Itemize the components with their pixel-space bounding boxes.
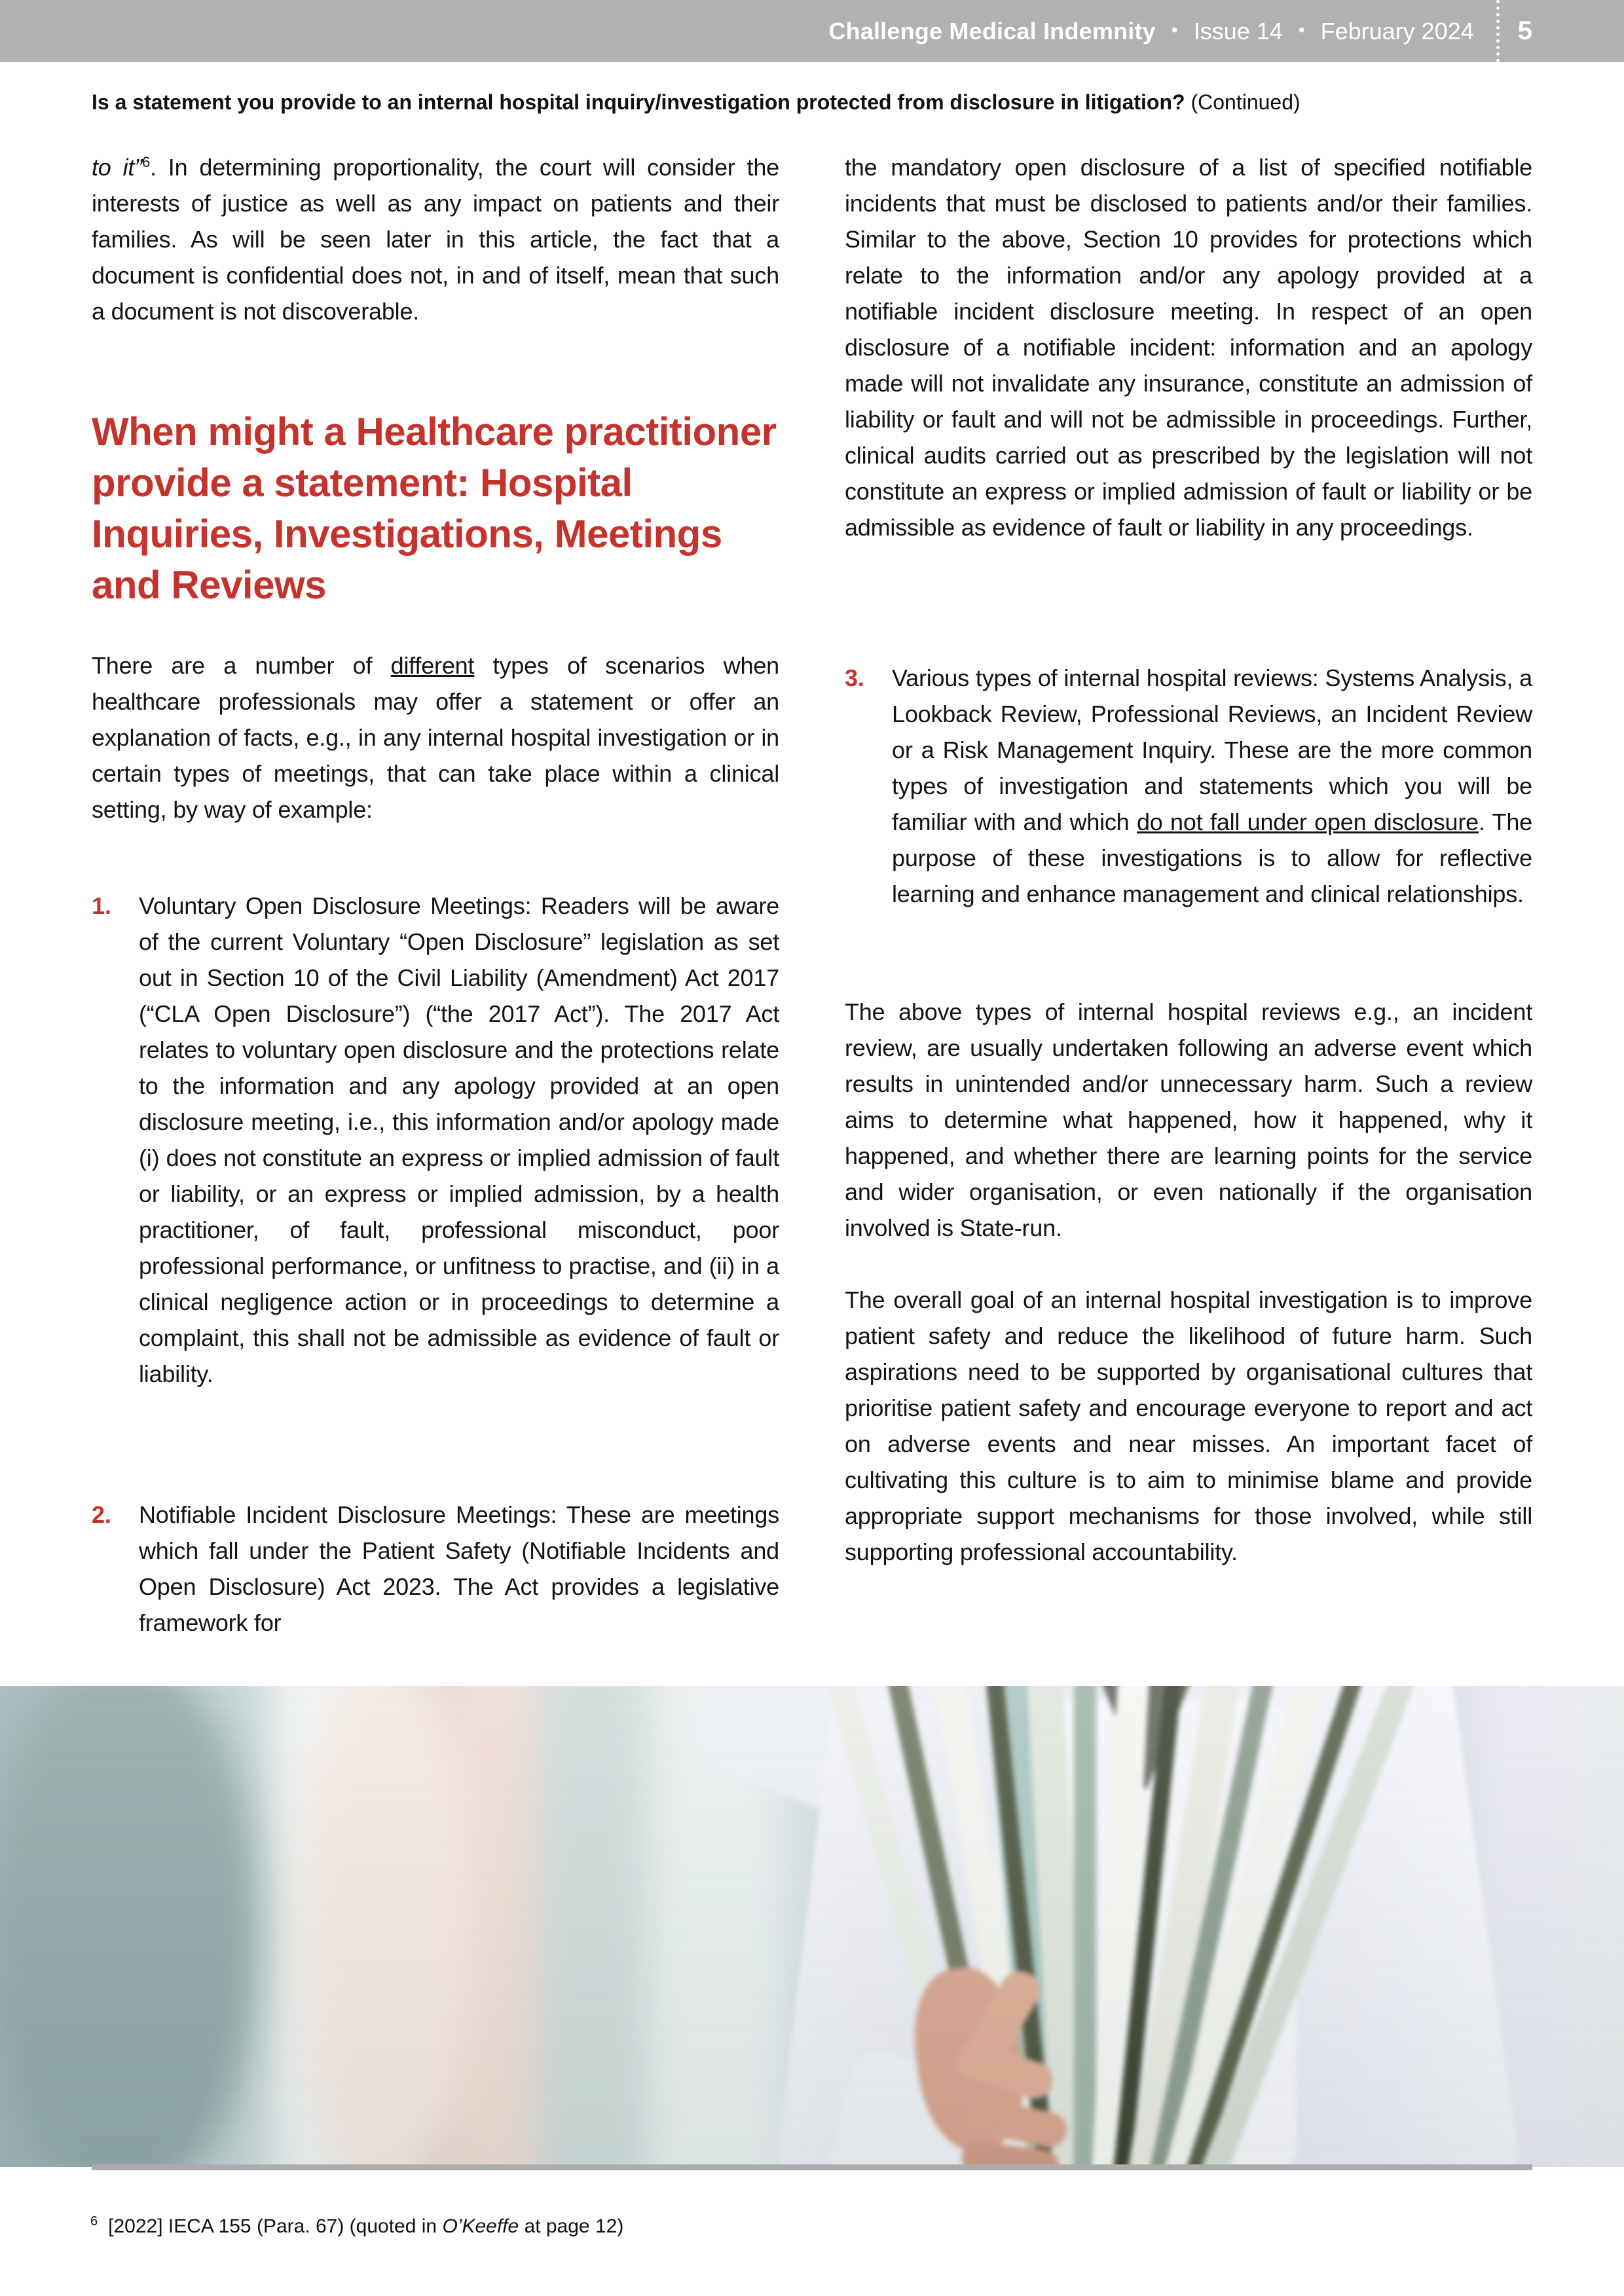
issue-date: February 2024 [1320, 17, 1474, 45]
item-2-continuation: the mandatory open disclosure of a list of specified notifiable incidents that must be disclosed to patients and/or their families. Similar to the above, Section 10 provides for protections which relate to the information and/or any apology provided at a notifiable incident disclosure meeting. In respect of an open disclosure of a notifiable incident: information and an apology made will not invalidate any insurance, constitute an admission of liability or fault and will not be admissible in proceedings. Further, clinical audits carried out as prescribed by the legislation will not constitute an express or implied admission of fault or liability or be admissible as evidence of fault or liability in any proceedings. [845, 154, 1532, 541]
reviews-paragraph: The above types of internal hospital reviews e.g., an incident review, are usually undertaken following an adverse event which results in unintended and/or unnecessary harm. Such a review aims to determine what happened, how it happened, why it happened, and whether there are learning points for the service and wider organisation, or even nationally if the organisation involved is State-run. [845, 998, 1532, 1241]
photo-bottom-rule [92, 2164, 1532, 2170]
page-header-bar [0, 0, 1624, 62]
goal-paragraph: The overall goal of an internal hospital investigation is to improve patient safety and reduce the likelihood of future harm. Such aspirations need to be supported by organisational cultures that prioritise patient safety and encourage everyone to report and act on adverse events and near misses. An important facet of cultivating this culture is to aim to minimise blame and provide appropriate support mechanisms for those involved, while still supporting professional accountability. [845, 1286, 1532, 1565]
footnote-text-after: at page 12) [519, 2215, 624, 2237]
quote-fragment: to it” [92, 154, 142, 181]
item-3-text-after: . The purpose of these investigations is to allow for reflective learning and enhance management and clinical relationships. [892, 809, 1532, 907]
article-photo [0, 1686, 1624, 2167]
section-heading: When might a Healthcare practitioner provide a statement: Hospital Inquiries, Investigations, Meetings and Reviews [92, 410, 777, 607]
footnote-case-name: O’Keeffe [442, 2215, 519, 2237]
list-item-3-text [892, 660, 1532, 912]
footnote [90, 2215, 623, 2238]
list-number-1: 1. [92, 892, 111, 919]
list-item-2 [92, 1497, 779, 1641]
dotted-divider [1496, 0, 1500, 62]
intro-paragraph [92, 149, 779, 329]
underlined-phrase: do not fall under open disclosure [1136, 809, 1479, 835]
footnote-reference: 6 [141, 154, 151, 170]
item-3-text-before: Various types of internal hospital reviews: Systems Analysis, a Lookback Review, Professional Reviews, an Incident Review or a Risk Management Inquiry. These are the more common types of investigation and statements which you will be familiar with and which [892, 665, 1532, 835]
list-item-3 [845, 660, 1532, 912]
scenarios-text-after: types of scenarios when healthcare professionals may offer a statement or offer an explanation of facts, e.g., in any internal hospital investigation or in certain types of meetings, that can take place within a clinical setting, by way of example: [92, 652, 779, 823]
page-number: 5 [1517, 16, 1532, 45]
bullet-separator-icon: • [1298, 19, 1305, 40]
list-number-2: 2. [92, 1501, 111, 1528]
article-title-continued [92, 89, 1539, 115]
list-number-3: 3. [845, 665, 864, 691]
left-column [92, 149, 779, 1641]
article-title: Is a statement you provide to an internal hospital inquiry/investigation protected from disclosure in litigation? [92, 90, 1185, 114]
scenarios-paragraph [92, 647, 779, 828]
scenarios-text-before: There are a number of [92, 652, 391, 679]
footnote-marker: 6 [90, 2214, 98, 2229]
issue-label: Issue 14 [1193, 17, 1283, 45]
intro-text: . In determining proportionality, the court will consider the interests of justice as well as any impact on patients and their families. As will be seen later in this article, the fact that a document is confidential does not, in and of itself, mean that such a document is not discoverable. [92, 154, 779, 325]
right-column [845, 149, 1532, 1570]
footnote-text-before: [2022] IECA 155 (Para. 67) (quoted in [108, 2215, 443, 2237]
underlined-word: different [390, 652, 475, 679]
bullet-separator-icon: • [1171, 19, 1178, 40]
photo-tint-overlay [0, 1686, 1624, 2167]
list-item-2-text: Notifiable Incident Disclosure Meetings: These are meetings which fall under the Patient Safety (Notifiable Incidents and Open Disclosure) Act 2023. The Act provides a legislative framework for [139, 1501, 779, 1636]
continued-label: (Continued) [1190, 90, 1301, 114]
list-item-1-text: Voluntary Open Disclosure Meetings: Readers will be aware of the current Voluntary “Open Disclosure” legislation as set out in Section 10 of the Civil Liability (Amendment) Act 2017 (“CLA Open Disclosure”) (“the 2017 Act”). The 2017 Act relates to voluntary open disclosure and the protections relate to the information and any apology provided at an open disclosure meeting, i.e., this information and/or apology made (i) does not constitute an express or implied admission of fault or liability, or an express or implied admission, by a health practitioner, of fault, professional misconduct, poor professional performance, or unfitness to practise, and (ii) in a clinical negligence action or in proceedings to determine a complaint, this shall not be admissible as evidence of fault or liability. [139, 892, 779, 1387]
numbered-list [92, 888, 779, 1641]
list-item-1 [92, 888, 779, 1392]
publication-name: Challenge Medical Indemnity [828, 17, 1156, 45]
